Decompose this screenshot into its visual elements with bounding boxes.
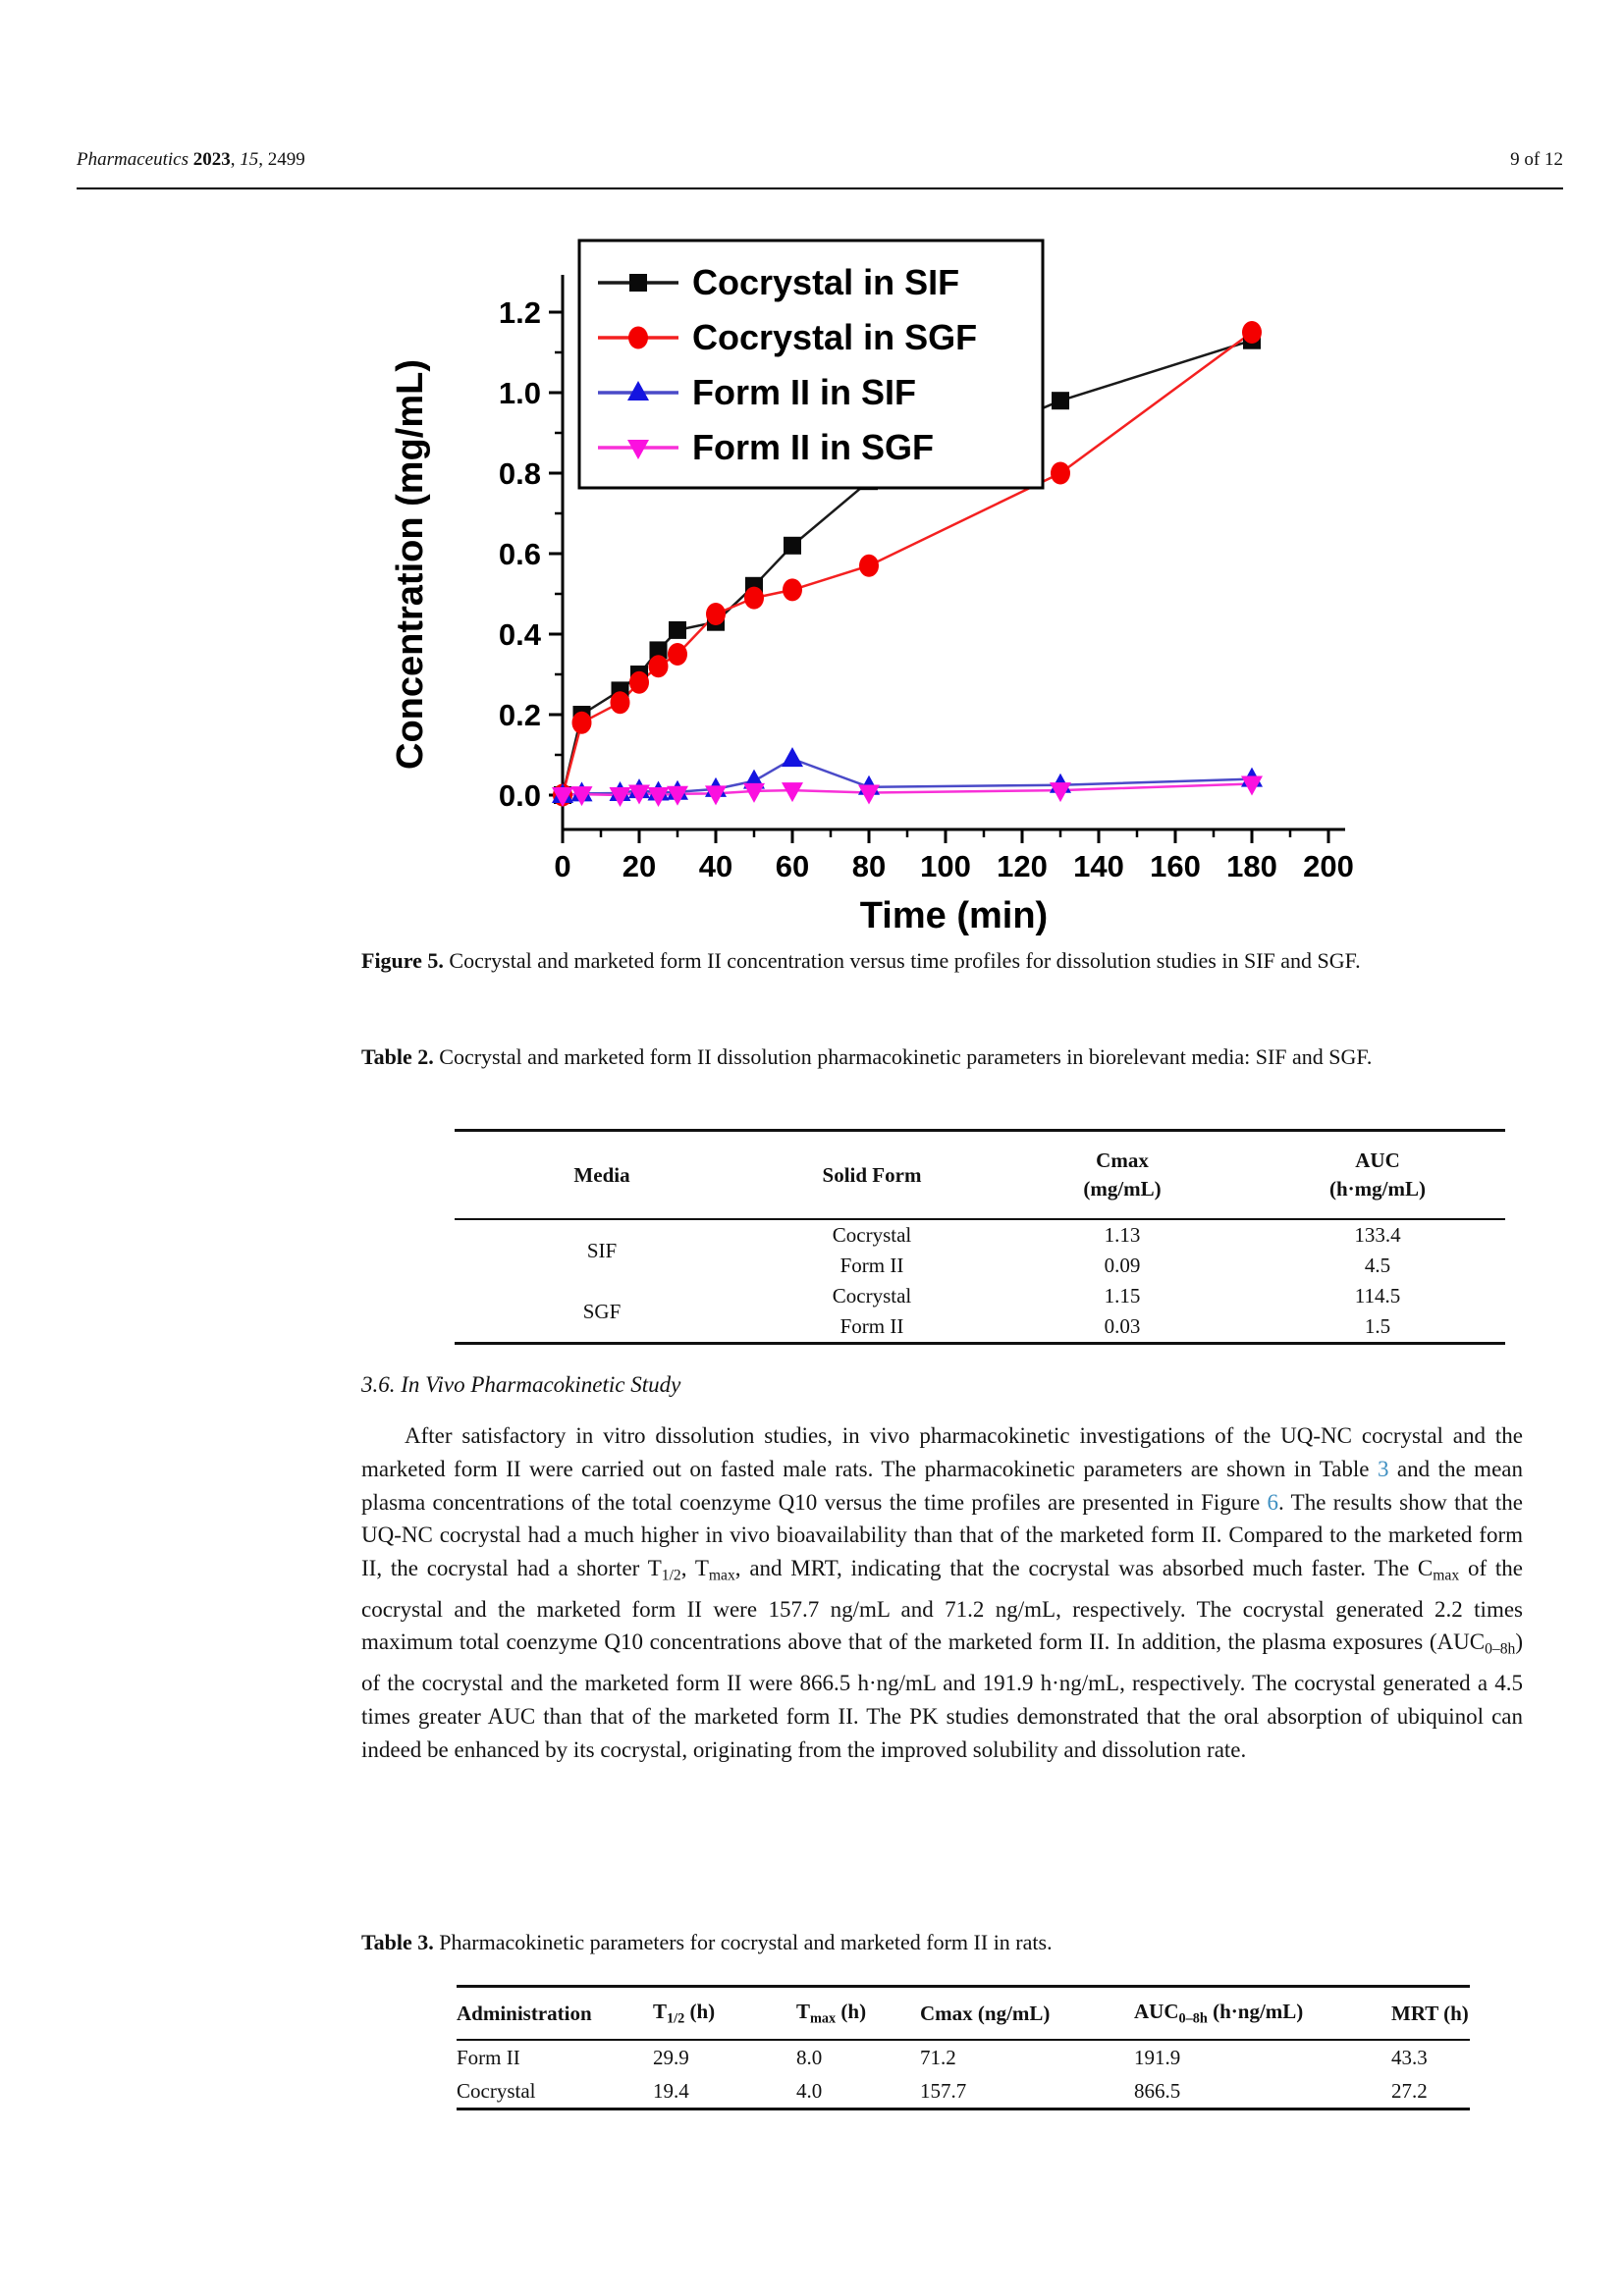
- table2-cell: Form II: [839, 1314, 904, 1338]
- body-paragraph: After satisfactory in vitro dissolution studies, in vivo pharmacokinetic investigations of the UQ-NC cocrystal and the marketed form II were carried out on fasted male rats. The pharmacokinetic parameters are shown in Table 3 and the mean plasma concentrations of the total coenzyme Q10 versus the time profiles are presented in Figure 6. The results show that the UQ-NC cocrystal had a much higher in vivo bioavailability than that of the marketed form II. Compared to the marketed form II, the cocrystal had a shorter $T_{1/2}$, $T_{max}$, and MRT, indicating that the cocrystal was absorbed much faster. The $C_{max}$ of the cocrystal and the marketed form II were 157.7 ng/mL and 71.2 ng/mL, respectively. The cocrystal generated 2.2 times maximum total coenzyme Q10 concentrations above that of the marketed form II. In addition, the plasma exposures $(AUC_{0-8h})$ of the cocrystal and the marketed form II were 866.5 h·ng/mL and 191.9 h·ng/mL, respectively. The cocrystal generated a 4.5 times greater AUC than that of the marketed form II. The PK studies demonstrated that the oral absorption of ubiquinol can indeed be enhanced by its cocrystal, originating from the improved solubility and dissolution rate.: [361, 1423, 1523, 1762]
- table2-row: [455, 1281, 1505, 1311]
- table3-cell: 866.5: [1134, 2078, 1181, 2103]
- table3-cell: 29.9: [653, 2045, 689, 2069]
- table3-header-row: [457, 1987, 1470, 2041]
- table3-cell: Form II: [457, 2045, 520, 2069]
- svg-text:0.6: 0.6: [498, 537, 541, 571]
- svg-text:20: 20: [622, 849, 657, 883]
- table3-cell: 8.0: [796, 2045, 823, 2069]
- table3-cell: 71.2: [920, 2045, 956, 2069]
- table2-header-cell: Solid Form: [822, 1162, 922, 1187]
- table3-caption: Table 3. Pharmacokinetic parameters for cocrystal and marketed form II in rats.: [361, 1930, 1053, 1954]
- table3-header-cell: Administration: [457, 2001, 592, 2025]
- table2-caption: Table 2. Cocrystal and marketed form II dissolution pharmacokinetic parameters in biorelevant media: SIF and SGF.: [361, 1044, 1373, 1069]
- table2-cell: 114.5: [1354, 1284, 1401, 1308]
- table2-cell: 0.09: [1104, 1254, 1141, 1277]
- running-head: [77, 149, 1563, 171]
- svg-text:Cocrystal in SIF: Cocrystal in SIF: [692, 262, 960, 302]
- table2-cell: Form II: [839, 1254, 904, 1277]
- svg-text:80: 80: [851, 849, 887, 883]
- table3-cell: 191.9: [1134, 2045, 1181, 2069]
- svg-text:0.8: 0.8: [498, 456, 541, 491]
- table2-cell: 1.13: [1104, 1223, 1141, 1247]
- table3-header-cell: $T_{max}$ (h): [796, 1999, 867, 2027]
- table3-row: [457, 2040, 1470, 2074]
- table3-header-cell: $T_{1/2}$ (h): [653, 1999, 716, 2027]
- table3-cell: Cocrystal: [457, 2078, 536, 2103]
- svg-text:Cocrystal in SGF: Cocrystal in SGF: [692, 317, 978, 357]
- svg-text:Form II in SIF: Form II in SIF: [692, 372, 917, 412]
- table3-row: [457, 2074, 1470, 2109]
- svg-text:0.2: 0.2: [498, 698, 541, 732]
- y-axis-title: Concentration (mg/mL): [390, 359, 431, 770]
- table2: [455, 1129, 1505, 1345]
- table3-header-cell: Cmax (ng/mL): [920, 2001, 1051, 2025]
- citation-link[interactable]: 3: [1377, 1456, 1389, 1481]
- svg-text:1.2: 1.2: [498, 295, 541, 330]
- svg-text:100: 100: [920, 849, 971, 883]
- table3-cell: 4.0: [796, 2078, 823, 2103]
- x-axis: [554, 829, 1353, 883]
- table2-media-cell: SGF: [582, 1299, 622, 1323]
- table2-header-cell: Media: [573, 1162, 630, 1187]
- table2-cell: 133.4: [1354, 1223, 1401, 1247]
- page-number: 9 of 12: [1510, 149, 1563, 170]
- table3-cell: 19.4: [653, 2078, 689, 2103]
- section-heading: 3.6. In Vivo Pharmacokinetic Study: [361, 1372, 681, 1397]
- table2-cell: 1.15: [1104, 1284, 1141, 1308]
- table3: [457, 1985, 1470, 2110]
- svg-text:0: 0: [554, 849, 571, 883]
- svg-text:0.4: 0.4: [498, 617, 541, 652]
- table2-header-row: [455, 1131, 1505, 1220]
- table3-cell: 43.3: [1391, 2045, 1428, 2069]
- svg-text:1.0: 1.0: [498, 376, 541, 410]
- x-axis-title: Time (min): [859, 895, 1049, 936]
- table3-cell: 157.7: [920, 2078, 967, 2103]
- svg-text:180: 180: [1226, 849, 1277, 883]
- table2-header-cell: AUC (h·mg/mL): [1329, 1148, 1426, 1201]
- figure5-chart: [371, 182, 1392, 967]
- table2-header-cell: Cmax (mg/mL): [1083, 1148, 1162, 1201]
- figure5-caption: Figure 5. Cocrystal and marketed form II concentration versus time profiles for dissolution studies in SIF and SGF.: [361, 948, 1361, 973]
- table3-header-cell: MRT (h): [1391, 2001, 1469, 2025]
- table3-header-cell: $AUC_{0-8h}$ (h·ng/mL): [1134, 1999, 1304, 2027]
- y-axis: [499, 295, 563, 813]
- legend: [579, 240, 1043, 488]
- svg-text:0.0: 0.0: [498, 778, 541, 813]
- svg-text:60: 60: [775, 849, 810, 883]
- svg-text:140: 140: [1073, 849, 1124, 883]
- citation-link[interactable]: 6: [1267, 1489, 1278, 1515]
- table2-cell: Cocrystal: [832, 1223, 912, 1247]
- table2-cell: Cocrystal: [832, 1284, 912, 1308]
- table3-cell: 27.2: [1391, 2078, 1428, 2103]
- table2-row: [455, 1219, 1505, 1251]
- svg-text:120: 120: [997, 849, 1048, 883]
- table2-cell: 0.03: [1104, 1314, 1141, 1338]
- svg-text:40: 40: [698, 849, 733, 883]
- table2-cell: 4.5: [1364, 1254, 1391, 1277]
- table2-cell: 1.5: [1364, 1314, 1391, 1338]
- svg-text:160: 160: [1150, 849, 1201, 883]
- table2-media-cell: SIF: [586, 1238, 618, 1262]
- journal-citation: Pharmaceutics 2023, 15, 2499: [77, 149, 305, 170]
- svg-text:200: 200: [1303, 849, 1354, 883]
- svg-text:Form II in SGF: Form II in SGF: [692, 427, 935, 467]
